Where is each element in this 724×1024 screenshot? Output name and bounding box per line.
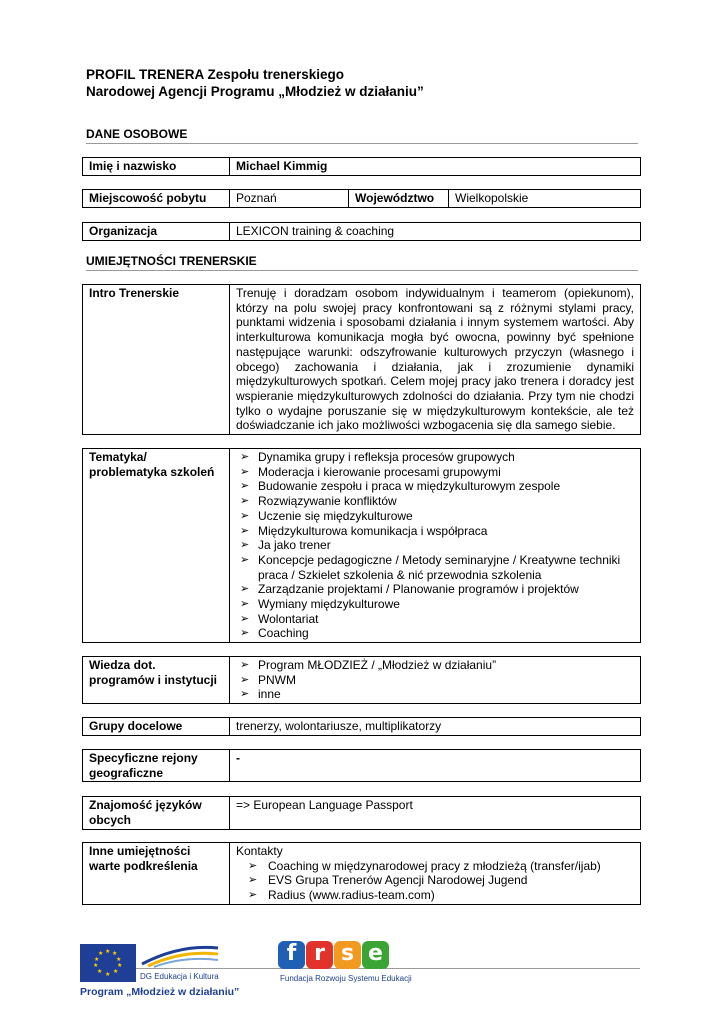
org-value: LEXICON training & coaching [230, 223, 641, 241]
arrow-bullet-icon: ➢ [240, 524, 250, 537]
list-item: ➢ Wolontariat [240, 611, 319, 626]
other-intro: Kontakty [236, 844, 283, 858]
other-table [82, 842, 641, 905]
arrow-bullet-icon: ➢ [240, 688, 250, 701]
arrow-bullet-icon: ➢ [240, 612, 250, 625]
languages-value: => European Language Passport [230, 797, 641, 830]
knowledge-list [236, 658, 634, 702]
list-item: ➢ inne [240, 687, 281, 702]
list-item: ➢ Koncepcje pedagogiczne / Metody seminaryjne / Kreatywne techniki praca / Szkielet szkolenia & nić przewodnia szkolenia [240, 552, 621, 582]
arrow-bullet-icon: ➢ [240, 553, 250, 566]
arrow-bullet-icon: ➢ [240, 509, 250, 522]
intro-text: Trenuję i doradzam osobom indywidualnym i teamerom (opiekunom), którzy na polu swojej pracy konfrontowani są z różnymi stylami pracy, punktami widzenia i sposobami działania i innym systemem wartości. Aby interkulturowa komunikacja mogła być owocna, powinny być spełnione następujące warunki: odszyfrowanie kulturowych przyczyn (własnego i obcego) zachowania i działania, jak i zrozumienie dynamiki międzykulturowych spotkań. Celem mojej pracy jako trenera i doradcy jest wspieranie międzykulturowych zdolności do działania. Przy tym nie chodzi tylko o wydajne poruszanie się w międzykulturowym kontekście, ale też doświadczanie ich jako możliwości wzbogacenia się dla samego siebie. [230, 285, 641, 435]
regions-label: Specyficzne rejony geograficzne [83, 750, 230, 782]
languages-label: Znajomość języków obcych [83, 797, 230, 830]
section-heading-skills: UMIEJĘTNOŚCI TRENERSKIE [86, 254, 638, 271]
region-value: Wielkopolskie [449, 190, 641, 208]
youth-program-swoosh-icon [140, 942, 220, 968]
knowledge-label: Wiedza dot. programów i instytucji [83, 657, 230, 704]
arrow-bullet-icon: ➢ [240, 659, 250, 671]
frse-letter: f [278, 941, 305, 969]
list-item: ➢ Międzykulturowa komunikacja i współpraca [240, 523, 488, 538]
languages-table [82, 796, 641, 830]
targets-table [82, 717, 641, 736]
arrow-bullet-icon: ➢ [248, 874, 258, 887]
topics-list [236, 450, 634, 641]
intro-label: Intro Trenerskie [83, 285, 230, 435]
frse-letter: e [362, 941, 389, 969]
list-item: ➢ Ja jako trener [240, 538, 331, 553]
org-label: Organizacja [83, 223, 230, 241]
arrow-bullet-icon: ➢ [240, 598, 250, 611]
list-item: ➢ PNWM [240, 672, 296, 687]
list-item: ➢ Program MŁODZIEŻ / „Młodzież w działaniu” [240, 658, 497, 672]
program-name-text: Program „Młodzież w działaniu” [80, 986, 240, 998]
arrow-bullet-icon: ➢ [248, 889, 258, 902]
arrow-bullet-icon: ➢ [240, 539, 250, 552]
arrow-bullet-icon: ➢ [240, 451, 250, 463]
region-label: Województwo [349, 190, 449, 208]
arrow-bullet-icon: ➢ [240, 627, 250, 640]
frse-letter: s [334, 941, 361, 969]
arrow-bullet-icon: ➢ [240, 495, 250, 508]
arrow-bullet-icon: ➢ [240, 673, 250, 686]
list-item: ➢ Moderacja i kierowanie procesami grupowymi [240, 464, 501, 479]
other-list [236, 859, 634, 903]
list-item: ➢ Coaching [240, 626, 309, 641]
city-label: Miejscowość pobytu [83, 190, 230, 208]
arrow-bullet-icon: ➢ [240, 583, 250, 596]
dg-education-text: DG Edukacja i Kultura [140, 972, 219, 981]
eu-flag-icon: ★ ★ ★ ★ ★ ★ ★ ★ ★ ★ [80, 944, 136, 982]
frse-logo [278, 941, 390, 969]
frse-foundation-text: Fundacja Rozwoju Systemu Edukacji [280, 974, 412, 983]
title-line-1: PROFIL TRENERA Zespołu trenerskiego [86, 67, 345, 82]
targets-label: Grupy docelowe [83, 718, 230, 736]
arrow-bullet-icon: ➢ [248, 859, 258, 872]
section-heading-personal: DANE OSOBOWE [86, 127, 638, 144]
regions-table [82, 749, 641, 782]
name-value: Michael Kimmig [230, 158, 641, 176]
organization-table [82, 222, 641, 241]
intro-table [82, 284, 641, 435]
list-item: ➢ Uczenie się międzykulturowe [240, 508, 413, 523]
knowledge-table [82, 656, 641, 704]
frse-letter: r [306, 941, 333, 969]
list-item: ➢ Dynamika grupy i refleksja procesów grupowych [240, 450, 515, 464]
list-item: ➢ Radius (www.radius-team.com) [248, 888, 435, 903]
name-label: Imię i nazwisko [83, 158, 230, 176]
city-value: Poznań [230, 190, 349, 208]
targets-value: trenerzy, wolontariusze, multiplikatorzy [230, 718, 641, 736]
list-item: ➢ Zarządzanie projektami / Planowanie programów i projektów [240, 582, 579, 597]
list-item: ➢ Coaching w międzynarodowej pracy z młodzieżą (transfer/ijab) [248, 858, 601, 873]
name-table [82, 157, 641, 176]
topics-table [82, 448, 641, 643]
title-line-2: Narodowej Agencji Programu „Młodzież w działaniu” [86, 84, 424, 99]
topics-label: Tematyka/ problematyka szkoleń [83, 449, 230, 643]
page-title [86, 66, 424, 100]
list-item: ➢ EVS Grupa Trenerów Agencji Narodowej Jugend [248, 873, 528, 888]
list-item: ➢ Rozwiązywanie konfliktów [240, 494, 397, 509]
list-item: ➢ Budowanie zespołu i praca w międzykulturowym zespole [240, 479, 561, 494]
other-label: Inne umiejętności warte podkreślenia [83, 843, 230, 905]
regions-value: - [230, 750, 641, 782]
arrow-bullet-icon: ➢ [240, 480, 250, 493]
location-table [82, 189, 641, 208]
list-item: ➢ Wymiany międzykulturowe [240, 597, 400, 612]
arrow-bullet-icon: ➢ [240, 465, 250, 478]
